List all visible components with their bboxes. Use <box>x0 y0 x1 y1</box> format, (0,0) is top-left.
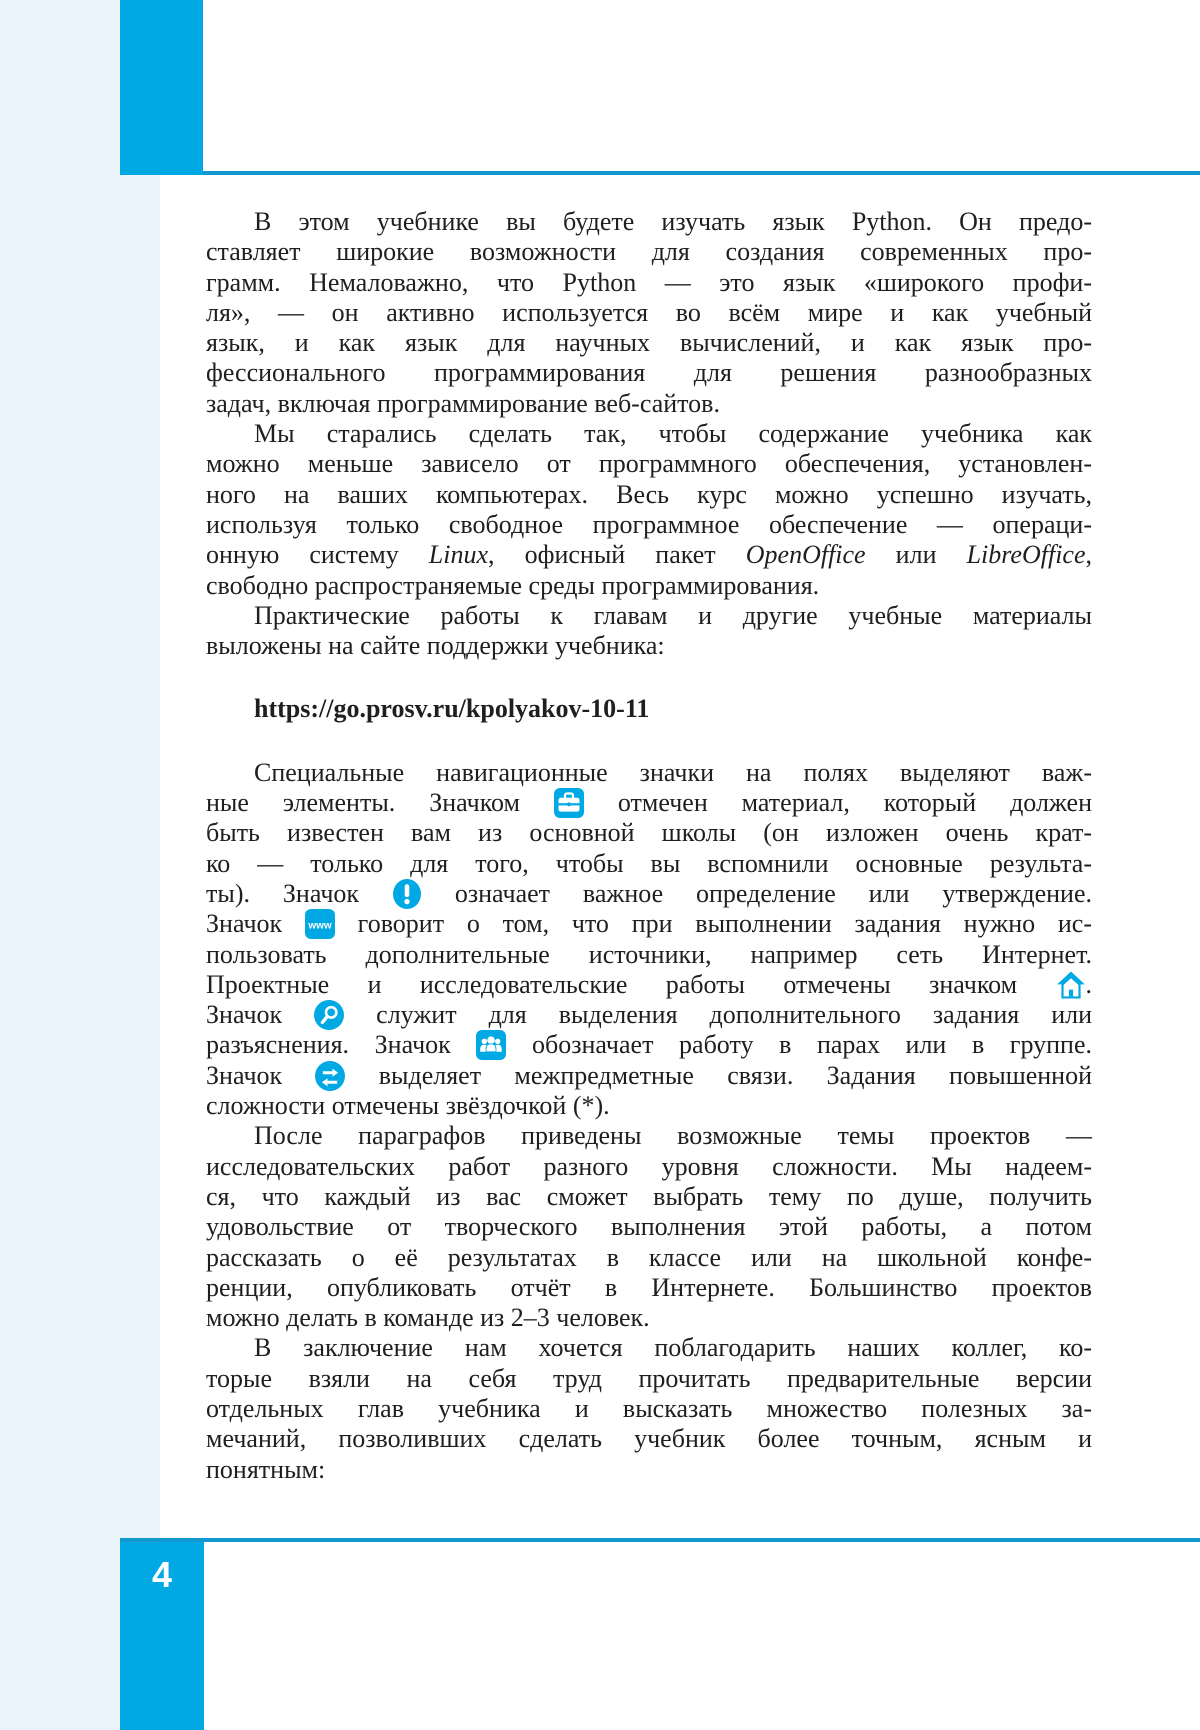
top-rule <box>120 171 1200 175</box>
briefcase-icon <box>554 788 584 818</box>
text-line: свободно распространяемые среды программирования. <box>206 570 820 600</box>
text-line: ля», — он активно используется во всём мире и как учебный <box>206 297 1092 327</box>
paragraph-practice-materials <box>206 601 1092 662</box>
house-icon <box>1056 970 1086 1000</box>
top-accent-block <box>120 0 203 175</box>
svg-text:www: www <box>308 920 332 932</box>
paragraph-acknowledgements <box>206 1333 1092 1484</box>
text-line: исследовательских работ разного уровня сложности. Мы надеем- <box>206 1151 1092 1181</box>
text-line: быть известен вам из основной школы (он изложен очень крат- <box>206 818 1092 848</box>
text-line: После параграфов приведены возможные темы проектов — <box>254 1121 1092 1151</box>
text-line: фессионального программирования для решения разнообразных <box>206 358 1092 388</box>
text-line: сложности отмечены звёздочкой (*). <box>206 1091 610 1121</box>
text-line: можно меньше зависело от программного обеспечения, установлен- <box>206 449 1092 479</box>
text-line: разъяснения. Значок обозначает работу в парах или в группе. <box>206 1030 1093 1060</box>
page-number: 4 <box>151 1554 173 1595</box>
text-line: Практические работы к главам и другие учебные материалы <box>254 600 1092 630</box>
text-line: Мы старались сделать так, чтобы содержание учебника как <box>254 419 1092 449</box>
text-line: мечаний, позволивших сделать учебник более точным, ясным и <box>206 1424 1092 1454</box>
text-line: ренции, опубликовать отчёт в Интернете. Большинство проектов <box>206 1272 1092 1302</box>
text-line: Специальные навигационные значки на полях выделяют важ- <box>254 757 1092 787</box>
text-line: используя только свободное программное обеспечение — операци- <box>206 509 1092 539</box>
text-block <box>206 207 1092 1485</box>
italic-term: LibreOffice <box>966 540 1086 570</box>
text-line: рассказать о её результатах в классе или на школьной конфе- <box>206 1242 1092 1272</box>
text-line: Проектные и исследовательские работы отмечены значком . <box>206 969 1092 999</box>
text-line: ся, что каждый из вас сможет выбрать тему по душе, получить <box>206 1181 1092 1211</box>
text-line: ного на ваших компьютерах. Весь курс можно успешно изучать, <box>206 479 1092 509</box>
paragraph-free-software <box>206 419 1092 601</box>
text-line: торые взяли на себя труд прочитать предварительные версии <box>206 1363 1092 1393</box>
text-line: задач, включая программирование веб-сайтов. <box>206 388 720 418</box>
page-number-box <box>120 1542 204 1730</box>
paragraph-support-url <box>206 694 1092 724</box>
text-line: понятным: <box>206 1454 326 1484</box>
text-line: можно делать в команде из 2–3 человек. <box>206 1303 650 1333</box>
exclamation-icon <box>392 879 422 909</box>
paragraph-projects <box>206 1121 1092 1333</box>
paragraph-intro-python <box>206 207 1092 419</box>
text-line: язык, и как язык для научных вычислений, и как язык про- <box>206 328 1092 358</box>
text-line: Значок www говорит о том, что при выполнении задания нужно ис- <box>206 909 1092 939</box>
text-line: ты). Значок означает важное определение или утверждение. <box>206 878 1092 908</box>
text-line: пользовать дополнительные источники, например сеть Интернет. <box>206 939 1092 969</box>
upper-white-area <box>203 0 1200 171</box>
text-line: выложены на сайте поддержки учебника: <box>206 631 665 661</box>
text-line: ные элементы. Значком отмечен материал, который должен <box>206 788 1093 818</box>
text-line: грамм. Немаловажно, что Python — это язык «широкого профи- <box>206 267 1092 297</box>
text-line: ставляет широкие возможности для создания современных про- <box>206 237 1092 267</box>
text-line: удовольствие от творческого выполнения этой работы, а потом <box>206 1212 1092 1242</box>
www-icon <box>305 909 335 939</box>
text-line: отдельных глав учебника и высказать множество полезных за- <box>206 1393 1092 1423</box>
text-line: ко — только для того, чтобы вы вспомнили основные результа- <box>206 848 1092 878</box>
people-group-icon <box>476 1030 506 1060</box>
text-line: В этом учебнике вы будете изучать язык Python. Он предо- <box>254 207 1092 236</box>
support-url-text: https://go.prosv.ru/kpolyakov-10-11 <box>254 694 650 724</box>
italic-term: OpenOffice <box>745 540 866 570</box>
text-line: В заключение нам хочется поблагодарить наших коллег, ко- <box>254 1333 1092 1363</box>
paragraph-navigation-icons <box>206 758 1092 1122</box>
italic-term: Linux <box>428 540 489 570</box>
text-line: онную систему Linux, офисный пакет OpenOffice или LibreOffice, <box>206 540 1092 570</box>
bottom-rule <box>120 1538 1200 1542</box>
magnifier-icon <box>314 1000 344 1030</box>
transfer-arrows-icon <box>315 1061 345 1091</box>
lower-white-area <box>204 1542 1200 1730</box>
text-line: Значок выделяет межпредметные связи. Задания повышенной <box>206 1060 1092 1090</box>
text-line: Значок служит для выделения дополнительного задания или <box>206 1000 1092 1030</box>
